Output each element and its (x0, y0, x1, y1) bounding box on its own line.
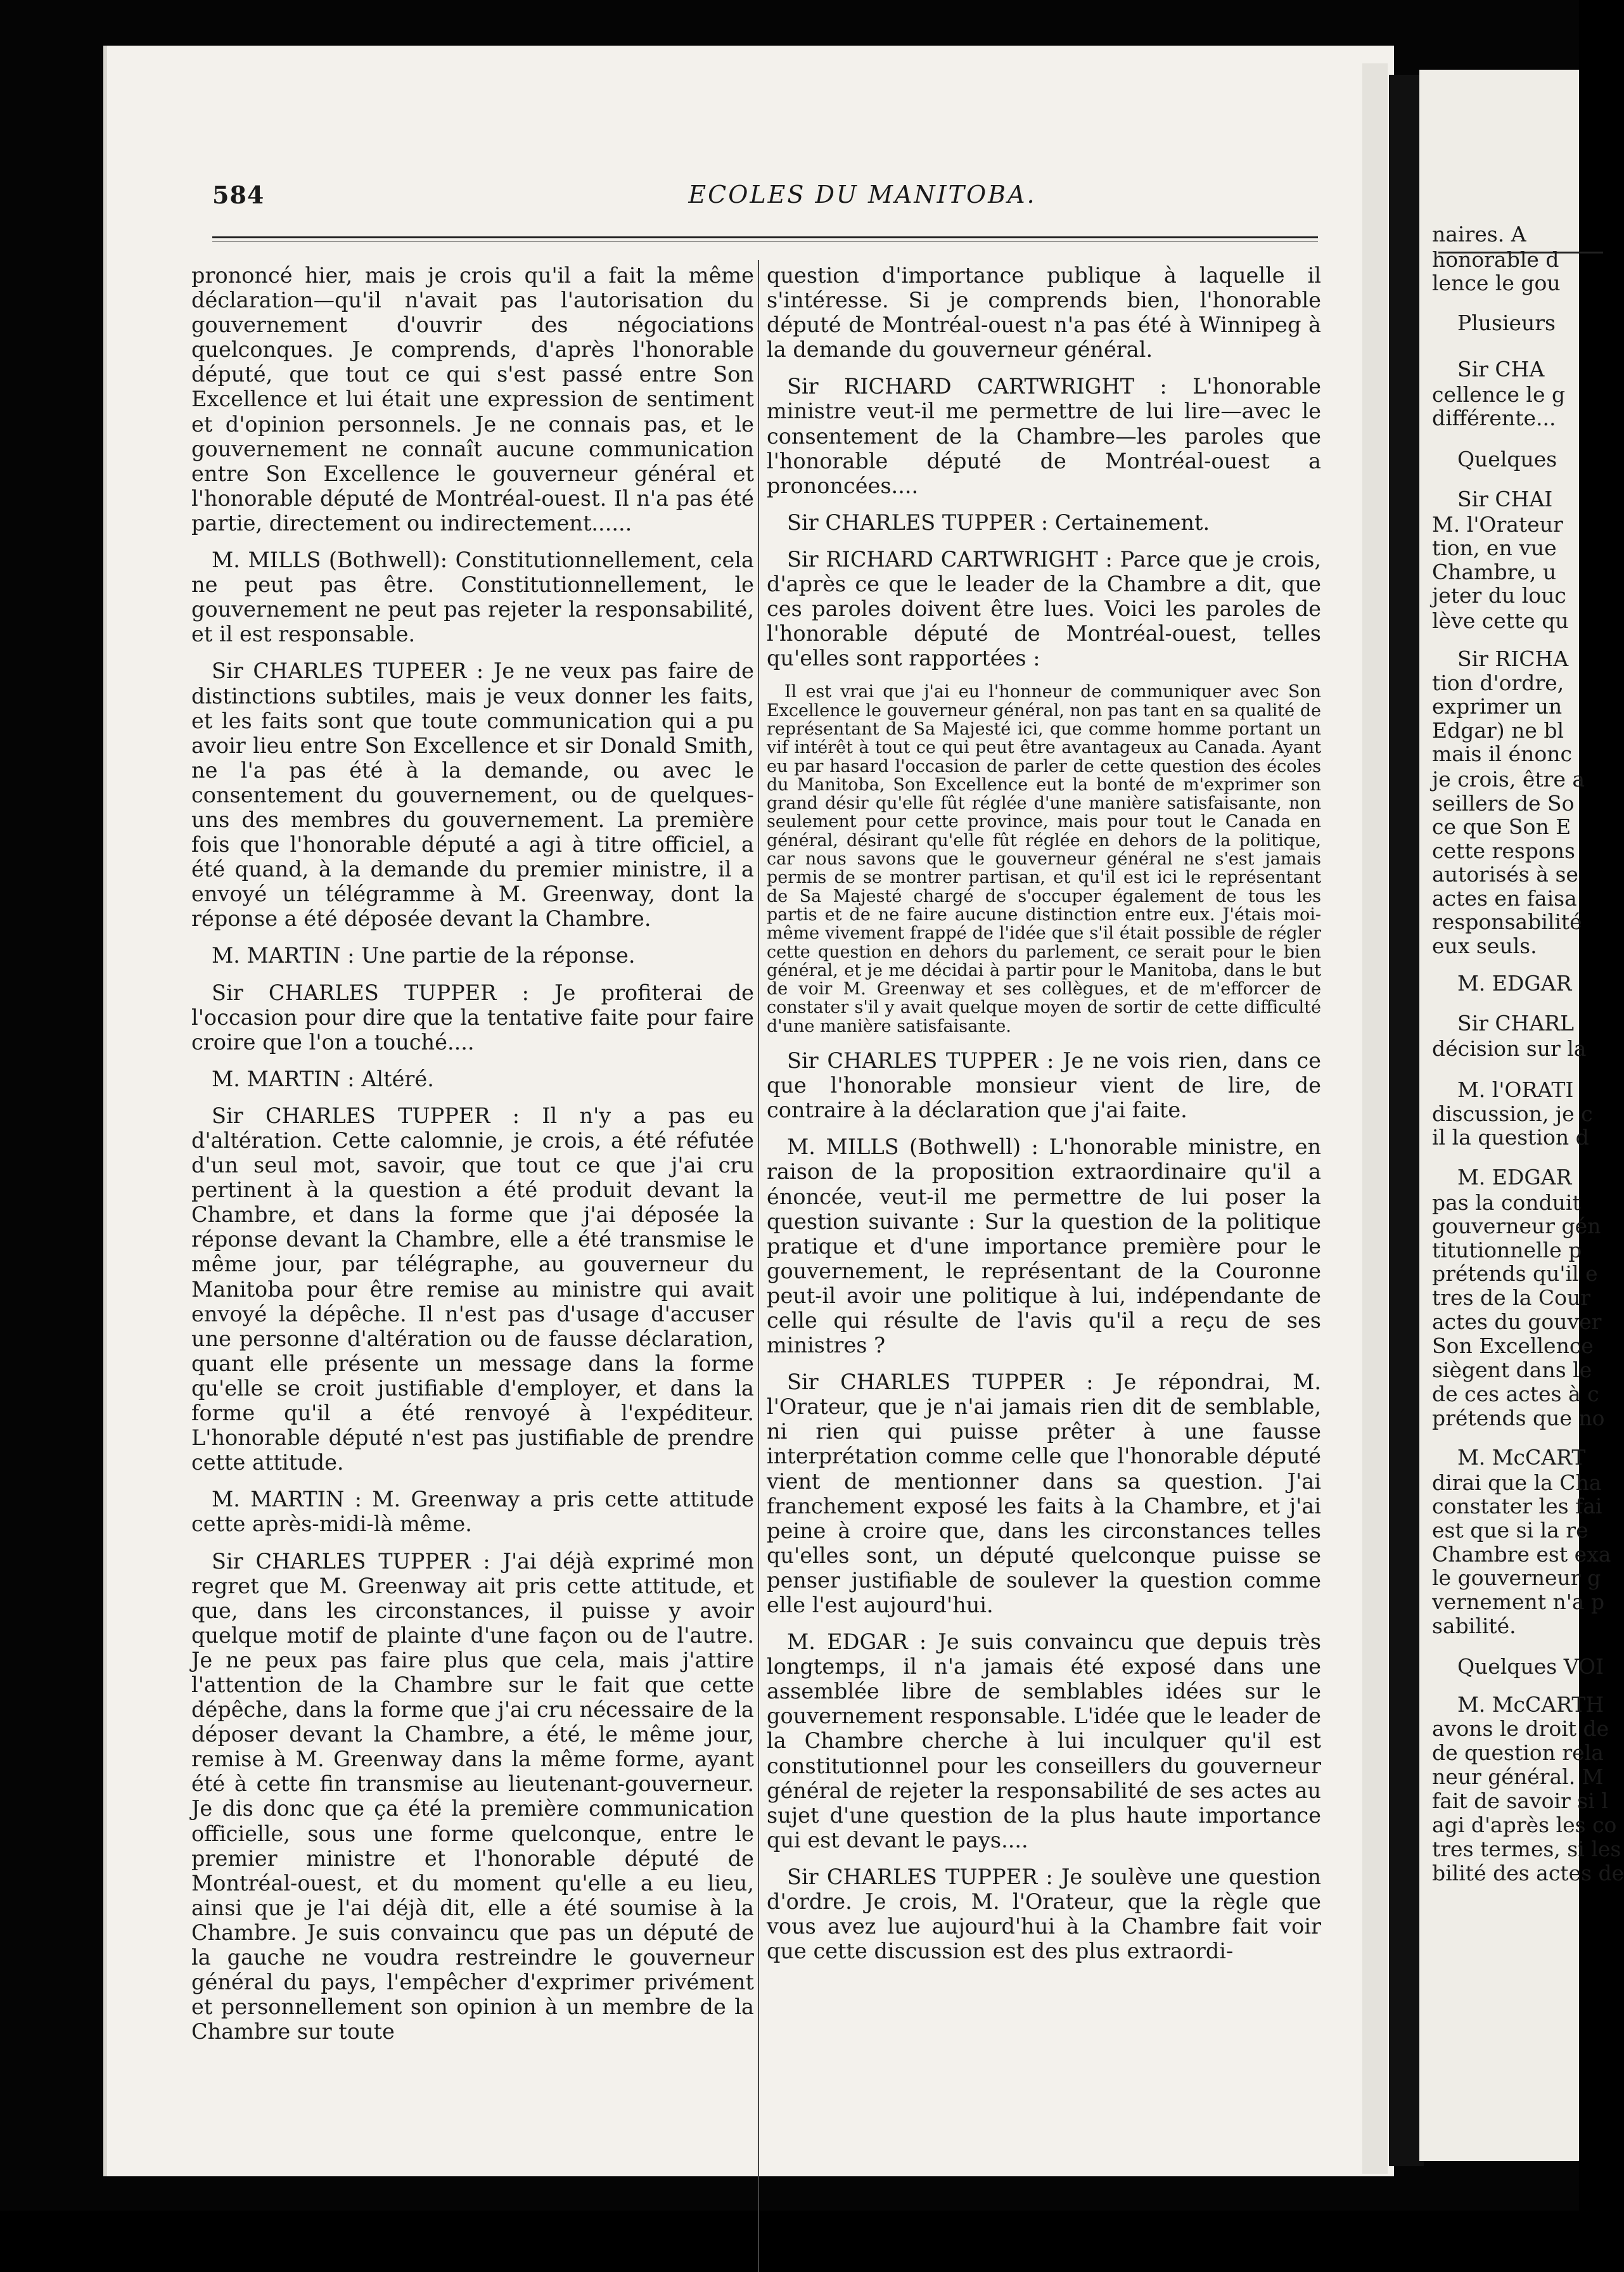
adjacent-page-line: autorisés à se (1432, 862, 1578, 887)
adjacent-page-line: ce que Son E (1432, 814, 1571, 839)
paragraph: M. MILLS (Bothwell): Constitutionnellement, cela ne peut pas être. Constitutionnellement, le gouvernement ne peut pas rejeter la responsabilité, et il est responsable. (191, 548, 754, 647)
adjacent-page-line: le gouverneur g (1432, 1565, 1601, 1590)
adjacent-page-line: Quelques (1457, 447, 1557, 472)
adjacent-page-line: actes du gouver (1432, 1309, 1602, 1334)
adjacent-page-line: responsabilité (1432, 909, 1582, 934)
paragraph: M. MARTIN : Une partie de la réponse. (212, 943, 636, 968)
adjacent-page-line: Quelques VOI (1457, 1654, 1604, 1679)
adjacent-page-line: M. EDGAR (1457, 1165, 1572, 1190)
paragraph: prononcé hier, mais je crois qu'il a fait la même déclaration—qu'il n'avait pas l'autorisation du gouvernement d'ouvrir des négociations quelconques. Je comprends, d'après l'honorable député, que tout ce qui s'est passé entre Son Excellence et lui était une expression de sentiment et d'opinion personnels. Je ne connais pas, et le gouvernement ne connaît aucune communication entre Son Excellence le gouverneur général et l'honorable député de Montréal-ouest. Il n'a pas été partie, directement ou indirectement...... (191, 263, 754, 536)
adjacent-page-line: Chambre est exa (1432, 1542, 1611, 1567)
left-column (191, 263, 754, 2056)
adjacent-page-line: honorable d (1432, 247, 1559, 272)
adjacent-page-line: Sir CHARL (1457, 1011, 1575, 1036)
adjacent-page-line: cette respons (1432, 838, 1575, 863)
paragraph: M. MARTIN : Altéré. (212, 1066, 434, 1091)
adjacent-page-line: Son Excellence (1432, 1333, 1594, 1358)
adjacent-page-line: avons le droit de (1432, 1716, 1609, 1741)
adjacent-page-line: vernement n'a p (1432, 1589, 1605, 1614)
adjacent-page-line: agi d'après les co (1432, 1813, 1617, 1837)
paragraph: Sir CHARLES TUPPER : Certainement. (787, 510, 1210, 535)
adjacent-page-line: lence le gou (1432, 271, 1561, 295)
page-number: 584 (212, 181, 265, 209)
adjacent-page (1419, 70, 1624, 2161)
adjacent-page-line: naires. A (1432, 222, 1526, 247)
adjacent-page-line: jeter du louc (1432, 583, 1566, 608)
paragraph: M. EDGAR : Je suis convaincu que depuis très longtemps, il n'a jamais été exposé dans une assemblée libre de semblables idées sur le gouvernement responsable. L'idée que le leader de la Chambre cherche à lui inculquer qu'il est constitutionnel pour les conseillers du gouverneur général de rejeter la responsabilité de ses actes au sujet d'une question de la plus haute importance qui est devant le pays.... (767, 1629, 1321, 1852)
adjacent-page-line: tion d'ordre, (1432, 671, 1564, 695)
adjacent-page-line: prétends qu'il e (1432, 1261, 1598, 1286)
adjacent-page-line: bilité des actes de (1432, 1861, 1624, 1885)
paragraph: Sir RICHARD CARTWRIGHT : L'honorable ministre veut-il me permettre de lui lire—avec le consentement de la Chambre—les paroles que l'honorable député de Montréal-ouest a prononcées.... (767, 374, 1321, 498)
paragraph: Sir CHARLES TUPPER : Je ne vois rien, dans ce que l'honorable monsieur vient de lire, de contraire à la déclaration que j'ai faite. (767, 1048, 1321, 1123)
adjacent-page-line: est que si la re (1432, 1518, 1589, 1543)
quoted-passage: Il est vrai que j'ai eu l'honneur de communiquer avec Son Excellence le gouverneur général, non pas tant en sa qualité de représentant de Sa Majesté ici, que comme homme portant un vif intérêt à tout ce qui peut être avantageux au Canada. Ayant eu par hasard l'occasion de parler de cette question des écoles du Manitoba, Son Excellence eut la bonté de m'exprimer son grand désir qu'elle fût réglée d'une manière satisfaisante, non seulement pour cette province, mais pour tout le Canada en général, désirant qu'elle fût réglée en dehors de la politique, car nous savons que le gouverneur général ne s'est jamais permis de se montrer partisan, et qu'il est ici le représentant de Sa Majesté chargé de s'occuper également de tous les partis et de ne faire aucune distinction entre eux. J'étais moi-même vivement frappé de l'idée que s'il était possible de régler cette question en dehors du parlement, ce serait pour le bien général, et je me décidai à partir pour le Manitoba, dans le but de voir M. Greenway et ses collègues, et de m'efforcer de constater s'il y avait quelque moyen de sortir de cette difficulté d'une manière satisfaisante. (767, 682, 1321, 1036)
adjacent-page-line: cellence le g (1432, 382, 1566, 407)
adjacent-page-line: titutionnelle p (1432, 1238, 1582, 1262)
adjacent-page-line: Sir CHAI (1457, 487, 1553, 511)
adjacent-page-line: M. EDGAR (1457, 971, 1572, 996)
adjacent-page-line: dirai que la Cha (1432, 1470, 1602, 1495)
header-rule-top (212, 236, 1318, 238)
paragraph: Sir CHARLES TUPPER : Je soulève une question d'ordre. Je crois, M. l'Orateur, que la règle que vous avez lue aujourd'hui à la Chambre fait voir que cette discussion est des plus extraordi- (767, 1864, 1321, 1964)
adjacent-page-line: gouverneur gén (1432, 1214, 1601, 1238)
adjacent-page-line: Edgar) ne bl (1432, 718, 1564, 743)
adjacent-page-line: lève cette qu (1432, 608, 1569, 633)
paragraph: Sir CHARLES TUPEER : Je ne veux pas faire de distinctions subtiles, mais je veux donner les faits, et les faits sont que toute communication qui a pu avoir lieu entre Son Excellence et sir Donald Smith, ne l'a pas été à la demande, ou avec le consentement du gouvernement, ou de quelques-uns des membres du gouvernement. La première fois que l'honorable député a agi à titre officiel, a été quand, à la demande du premier ministre, il a envoyé un télégramme à M. Greenway, dont la réponse a été déposée devant la Chambre. (191, 658, 754, 932)
adjacent-page-line: Sir RICHA (1457, 646, 1569, 671)
adjacent-page-line: pas la conduit (1432, 1190, 1581, 1215)
book-gutter (1389, 75, 1424, 2166)
adjacent-page-line: actes en faisa (1432, 886, 1577, 911)
adjacent-page-line: tres de la Cour (1432, 1285, 1590, 1310)
adjacent-page-line: décision sur la (1432, 1036, 1587, 1061)
right-column (767, 263, 1321, 1975)
running-title (0, 181, 1579, 209)
adjacent-page-line: tion, en vue (1432, 536, 1557, 560)
paragraph: question d'importance publique à laquelle il s'intéresse. Si je comprends bien, l'honorable député de Montréal-ouest n'a pas été à Winnipeg à la demande du gouverneur général. (767, 263, 1321, 363)
adjacent-page-line: tres termes, si les (1432, 1837, 1621, 1861)
adjacent-page-line: M. l'ORATI (1457, 1077, 1574, 1102)
adjacent-page-line: neur général. M (1432, 1764, 1604, 1789)
adjacent-page-line: prétends que no (1432, 1406, 1605, 1430)
adjacent-page-line: seillers de So (1432, 791, 1575, 816)
adjacent-page-line: Chambre, u (1432, 560, 1557, 584)
adjacent-page-line: constater les fai (1432, 1494, 1602, 1518)
column-divider (758, 260, 759, 2272)
adjacent-page-line: de question rela (1432, 1740, 1604, 1765)
adjacent-page-line: M. McCART (1457, 1445, 1586, 1470)
paragraph: Sir CHARLES TUPPER : Je répondrai, M. l'Orateur, que je n'ai jamais rien dit de semblable, ni rien qui puisse prêter à une fausse interprétation comme celle que l'honorable député vient de mentionner dans sa question. J'ai franchement exposé les faits à la Chambre, et j'ai peine à croire que, dans les circonstances telles qu'elles sont, un député quelconque puisse se penser justifiable de soulever la question comme elle l'est aujourd'hui. (767, 1370, 1321, 1618)
adjacent-page-line: mais il énonc (1432, 741, 1572, 766)
paragraph: M. MILLS (Bothwell) : L'honorable ministre, en raison de la proposition extraordinaire qu'il a énoncée, veut-il me permettre de lui poser la question suivante : Sur la question de la politique pratique et d'une importance première pour le gouvernement, le représentant de la Couronne peut-il avoir une politique à lui, indépendante de celle qui résulte de l'avis qu'il a reçu de ses ministres ? (767, 1134, 1321, 1358)
adjacent-page-line: fait de savoir si l (1432, 1788, 1608, 1813)
adjacent-page-line: il la question d (1432, 1125, 1589, 1150)
paragraph: Sir CHARLES TUPPER : J'ai déjà exprimé mon regret que M. Greenway ait pris cette attitude, et que, dans les circonstances, il puisse y avoir quelque motif de plainte d'une façon ou de l'autre. Je ne peux pas faire plus que cela, mais j'attire l'attention de la Chambre sur le fait que cette dépêche, dans la forme que j'ai cru nécessaire de la déposer devant la Chambre, a été, le même jour, remise à M. Greenway dans la même forme, ayant été à cette fin transmise au lieutenant-gouverneur. Je dis donc que ça été la première communication officielle, sous une forme quelconque, entre le premier ministre et l'honorable député de Montréal-ouest, et du moment qu'elle a eu lieu, ainsi que je l'ai déjà dit, elle a été soumise à la Chambre. Je suis convaincu que pas un député de la gauche ne voudra restreindre le gouverneur général du pays, l'empêcher d'exprimer privément et personnellement son opinion à un membre de la Chambre sur toute (191, 1548, 754, 2044)
running-title-text: ECOLES DU MANITOBA. (688, 181, 1037, 209)
adjacent-page-line: M. l'Orateur (1432, 512, 1563, 537)
adjacent-page-line: Plusieurs (1457, 311, 1556, 335)
paragraph: M. MARTIN : M. Greenway a pris cette attitude cette après-midi-là même. (191, 1487, 754, 1537)
page-edge (1362, 63, 1388, 2174)
paragraph: Sir CHARLES TUPPER : Je profiterai de l'occasion pour dire que la tentative faite pour faire croire que l'on a touché.... (191, 980, 754, 1055)
adjacent-page-line: je crois, être a (1432, 767, 1585, 792)
paragraph: Sir RICHARD CARTWRIGHT : Parce que je crois, d'après ce que le leader de la Chambre a dit, que ces paroles doivent être lues. Voici les paroles de l'honorable député de Montréal-ouest, telles qu'elles sont rapportées : (767, 546, 1321, 671)
paragraph: Sir CHARLES TUPPER : Il n'y a pas eu d'altération. Cette calomnie, je crois, a été réfutée d'un seul mot, savoir, que tout ce que j'ai cru pertinent à la question a été produit devant la Chambre, et dans la forme que j'ai déposée la réponse devant la Chambre, elle a été transmise le même jour, par télégraphe, au gouverneur du Manitoba pour être remise au ministre qui avait envoyé la dépêche. Il n'est pas d'usage d'accuser une personne d'altération ou de fausse déclaration, quant elle présente un message dans la forme qu'elle se croit justifiable d'employer, et dans la forme qu'il a été renvoyé à l'expéditeur. L'honorable député n'est pas justifiable de prendre cette attitude. (191, 1103, 754, 1475)
adjacent-page-line: Sir CHA (1457, 357, 1545, 382)
adjacent-page-line: exprimer un (1432, 694, 1563, 719)
adjacent-page-line: sabilité. (1432, 1614, 1516, 1638)
adjacent-page-line: M. McCARTH (1457, 1692, 1604, 1717)
adjacent-page-line: différente... (1432, 406, 1556, 430)
adjacent-page-line: de ces actes à c (1432, 1382, 1599, 1406)
adjacent-page-line: discussion, je c (1432, 1101, 1593, 1126)
adjacent-page-line: siègent dans le (1432, 1357, 1592, 1382)
adjacent-page-line: eux seuls. (1432, 934, 1537, 958)
